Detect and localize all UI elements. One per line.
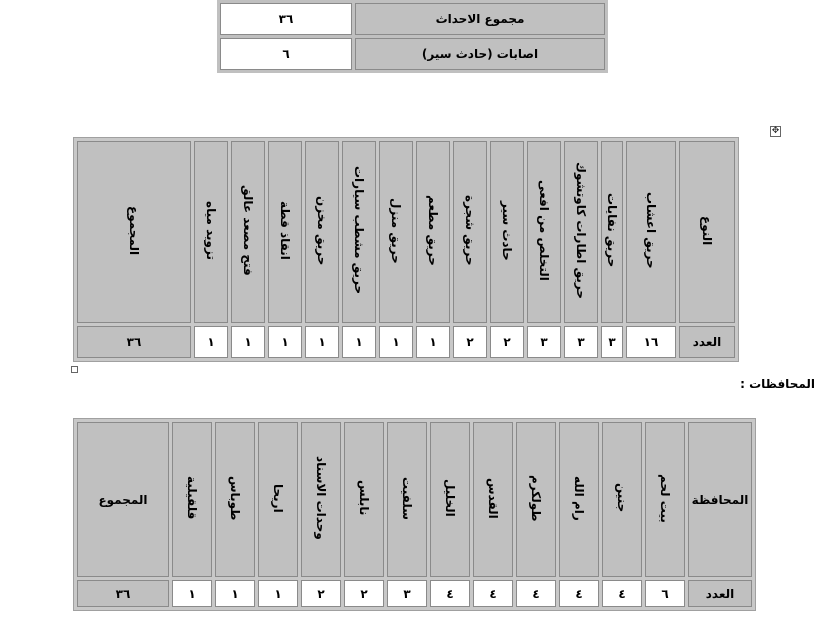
summary-table — [217, 0, 608, 73]
type-count-cell: ١ — [305, 326, 339, 358]
total-events-value: ٣٦ — [220, 3, 352, 35]
gov-count-cell: ٦ — [645, 580, 685, 607]
type-column-header: حريق مطعم — [416, 141, 450, 323]
governorates-table — [73, 418, 756, 611]
gov-count-cell: ٤ — [559, 580, 599, 607]
gov-column-header: وحدات الاسناد — [301, 422, 341, 577]
type-column-header: حريق منزل — [379, 141, 413, 323]
gov-column-header: الخليل — [430, 422, 470, 577]
gov-count-cell: ١ — [258, 580, 298, 607]
types-count-row — [77, 326, 735, 358]
type-column-header: حريق اطارات كاوتشوك — [564, 141, 598, 323]
type-column-header: حريق شجرة — [453, 141, 487, 323]
type-column-header: حريق مشطب سيارات — [342, 141, 376, 323]
type-column-header: حريق مخزن — [305, 141, 339, 323]
gov-column-header: طوباس — [215, 422, 255, 577]
summary-row-injuries — [220, 38, 605, 70]
total-events-label: مجموع الاحداث — [355, 3, 605, 35]
types-total-value: ٣٦ — [77, 326, 191, 358]
gov-count-cell: ٢ — [344, 580, 384, 607]
type-count-cell: ١ — [416, 326, 450, 358]
type-count-cell: ١ — [194, 326, 228, 358]
type-column-header: فتح مصعد عالق — [231, 141, 265, 323]
gov-count-cell: ١ — [172, 580, 212, 607]
gov-count-cell: ٤ — [473, 580, 513, 607]
type-column-header: انقاذ قطة — [268, 141, 302, 323]
type-column-header: التخلص من افعى — [527, 141, 561, 323]
injuries-label: اصابات (حادث سير) — [355, 38, 605, 70]
type-column-header: حادث سير — [490, 141, 524, 323]
gov-count-cell: ٣ — [387, 580, 427, 607]
types-header-row — [77, 141, 735, 323]
types-total-header-cell — [77, 141, 191, 323]
governorates-title: المحافظات : — [740, 377, 815, 391]
type-count-cell: ٢ — [490, 326, 524, 358]
type-header: النوع — [700, 215, 714, 246]
type-count-cell: ١٦ — [626, 326, 676, 358]
type-column-header: حريق نفايات — [601, 141, 623, 323]
gov-header-row — [77, 422, 752, 577]
gov-count-row — [77, 580, 752, 607]
type-column-header: حريق اعشاب — [626, 141, 676, 323]
gov-column-header: بيت لحم — [645, 422, 685, 577]
type-count-cell: ٣ — [564, 326, 598, 358]
types-count-label: العدد — [679, 326, 735, 358]
gov-column-header: رام الله — [559, 422, 599, 577]
gov-count-cell: ٤ — [430, 580, 470, 607]
types-total-header: المجموع — [127, 205, 141, 256]
gov-column-header: جنين — [602, 422, 642, 577]
gov-column-header: اريحا — [258, 422, 298, 577]
gov-total-header: المجموع — [77, 422, 169, 577]
gov-header-cell: المحافظة — [688, 422, 752, 577]
type-count-cell: ١ — [342, 326, 376, 358]
type-header-cell — [679, 141, 735, 323]
table-move-handle-icon[interactable]: ✥ — [771, 126, 780, 136]
gov-column-header: سلفيت — [387, 422, 427, 577]
type-count-cell: ١ — [231, 326, 265, 358]
type-count-cell: ٢ — [453, 326, 487, 358]
type-count-cell: ٣ — [601, 326, 623, 358]
gov-column-header: القدس — [473, 422, 513, 577]
gov-count-cell: ٢ — [301, 580, 341, 607]
gov-total-value: ٣٦ — [77, 580, 169, 607]
incident-types-table — [73, 137, 739, 362]
gov-count-cell: ١ — [215, 580, 255, 607]
gov-column-header: نابلس — [344, 422, 384, 577]
summary-row-total — [220, 3, 605, 35]
type-count-cell: ٣ — [527, 326, 561, 358]
type-column-header: تزويد مياه — [194, 141, 228, 323]
gov-column-header: طولكرم — [516, 422, 556, 577]
gov-count-cell: ٤ — [516, 580, 556, 607]
table-resize-handle-icon[interactable] — [71, 366, 78, 373]
type-count-cell: ١ — [268, 326, 302, 358]
gov-column-header: قلقيلية — [172, 422, 212, 577]
gov-count-label: العدد — [688, 580, 752, 607]
gov-count-cell: ٤ — [602, 580, 642, 607]
injuries-value: ٦ — [220, 38, 352, 70]
type-count-cell: ١ — [379, 326, 413, 358]
